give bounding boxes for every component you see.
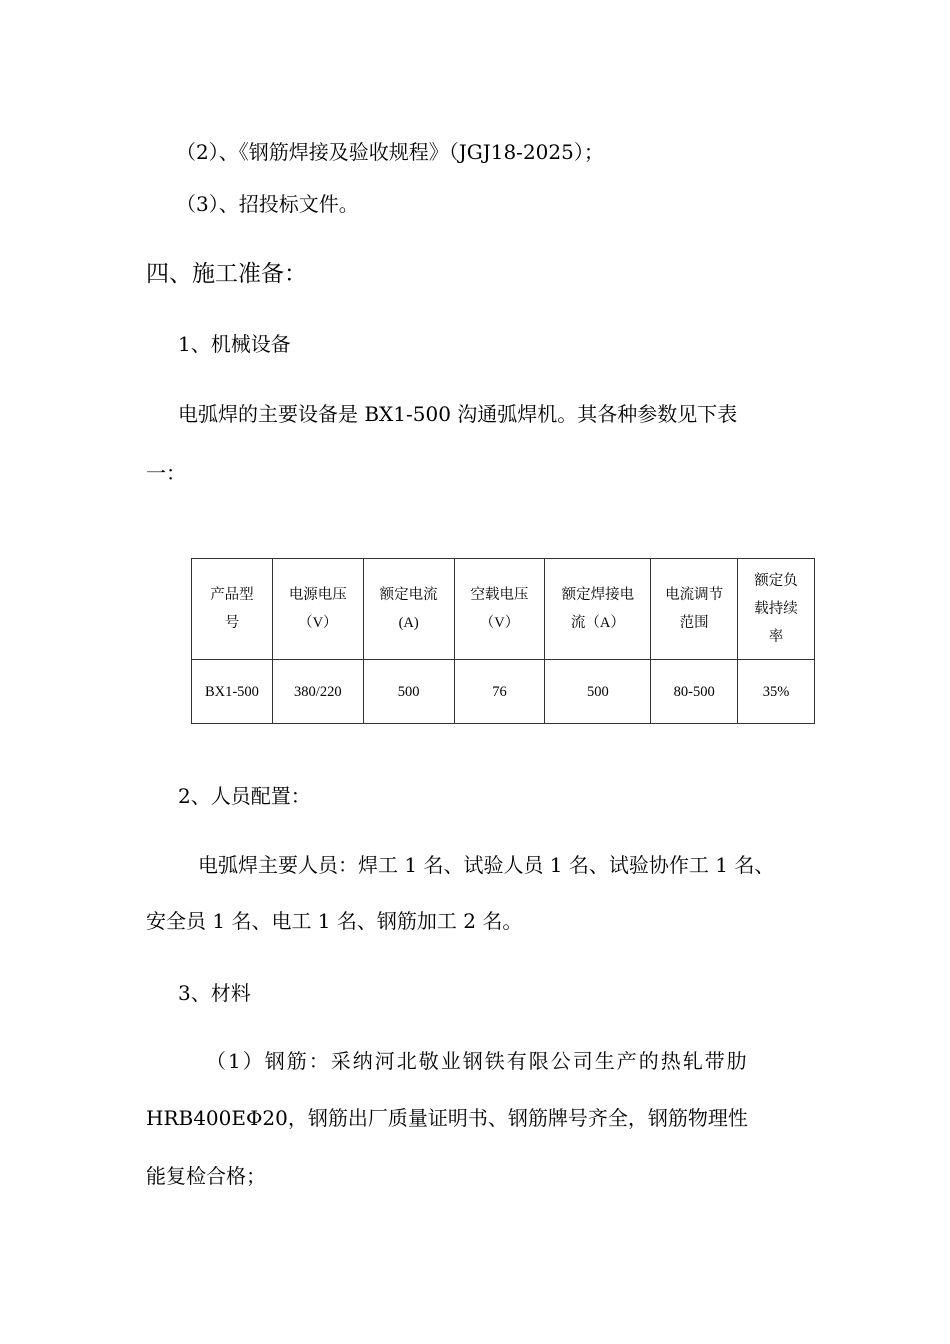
personnel-paragraph-line-2: 安全员 1 名、电工 1 名、钢筋加工 2 名。 <box>146 909 523 933</box>
subsection-title-personnel: 2、人员配置： <box>178 784 311 808</box>
table-header-row <box>192 559 815 660</box>
header-cell-no-load-voltage: 空载电压 （V） <box>454 559 545 660</box>
header-cell-supply-voltage: 电源电压 （V） <box>272 559 363 660</box>
cell-current-range: 80-500 <box>651 660 738 724</box>
section-title: 四、施工准备： <box>146 261 307 287</box>
cell-no-load-voltage: 76 <box>454 660 545 724</box>
reference-item-3: （3）、招投标文件。 <box>176 192 359 216</box>
equipment-paragraph-line-2: 一： <box>146 461 186 485</box>
header-cell-rated-welding-current: 额定焊接电 流（A） <box>545 559 651 660</box>
header-cell-duty-cycle: 额定负 载持续 率 <box>738 559 815 660</box>
header-cell-rated-current: 额定电流 (A) <box>363 559 454 660</box>
cell-rated-welding-current: 500 <box>545 660 651 724</box>
equipment-paragraph-line-1: 电弧焊的主要设备是 BX1-500 沟通弧焊机。其各种参数见下表 <box>178 402 738 426</box>
cell-duty-cycle: 35% <box>738 660 815 724</box>
subsection-title-equipment: 1、机械设备 <box>178 332 291 356</box>
welder-spec-table <box>191 558 815 724</box>
header-cell-model: 产品型 号 <box>192 559 273 660</box>
header-cell-current-range: 电流调节 范围 <box>651 559 738 660</box>
cell-model: BX1-500 <box>192 660 273 724</box>
reference-item-2: （2）、《钢筋焊接及验收规程》（JGJ18-2025）； <box>176 140 604 164</box>
subsection-title-materials: 3、材料 <box>178 981 251 1005</box>
cell-rated-current: 500 <box>363 660 454 724</box>
materials-item-1-line-2: HRB400EΦ20，钢筋出厂质量证明书、钢筋牌号齐全，钢筋物理性 <box>146 1106 748 1130</box>
cell-supply-voltage: 380/220 <box>272 660 363 724</box>
personnel-paragraph-line-1: 电弧焊主要人员：焊工 1 名、试验人员 1 名、试验协作工 1 名、 <box>198 853 775 877</box>
materials-item-1-line-3: 能复检合格； <box>146 1164 266 1188</box>
table-row <box>192 660 815 724</box>
materials-item-1-line-1: （1）钢筋：采纳河北敬业钢铁有限公司生产的热轧带肋 <box>206 1049 749 1073</box>
